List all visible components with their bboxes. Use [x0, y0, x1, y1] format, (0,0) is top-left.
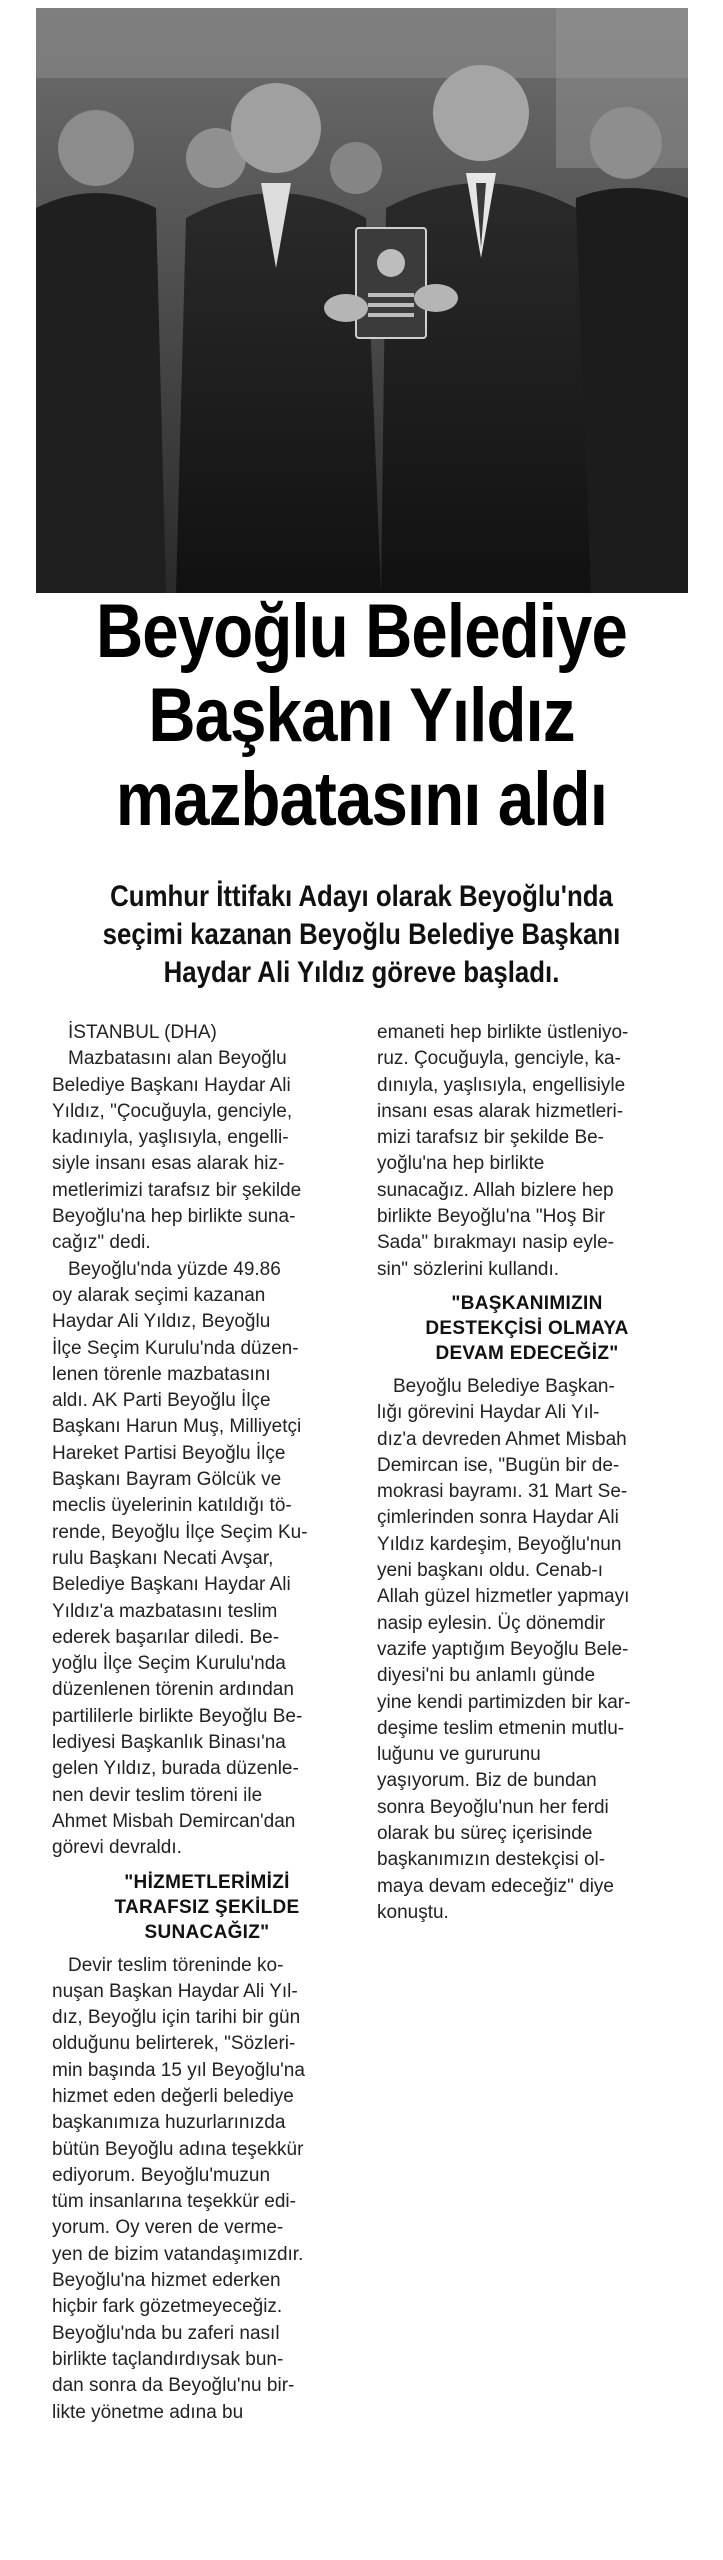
text-line: partililerle birlikte Beyoğlu Be-	[52, 1705, 303, 1727]
deck-line: Cumhur İttifakı Adayı olarak Beyoğlu'nda	[110, 880, 613, 913]
text-line: oy alarak seçimi kazanan	[52, 1284, 266, 1306]
text-line: meclis üyelerinin katıldığı tö-	[52, 1495, 292, 1517]
text-line: Beyoğlu'na hizmet ederken	[52, 2270, 281, 2292]
text-line: dız, Beyoğlu için tarihi bir gün	[52, 2007, 301, 2029]
text-line: vazife yaptığım Beyoğlu Bele-	[377, 1638, 629, 1660]
text-line: Ahmet Misbah Demircan'dan	[52, 1810, 296, 1832]
text-line: olarak bu süreç içerisinde	[377, 1823, 593, 1845]
headline	[68, 590, 655, 842]
text-line: yorum. Oy veren de verme-	[52, 2217, 284, 2239]
deck-line: Haydar Ali Yıldız göreve başladı.	[163, 956, 560, 989]
text-line: aldı. AK Parti Beyoğlu İlçe	[52, 1390, 271, 1412]
text-line: likte yönetme adına bu	[52, 2401, 244, 2423]
subheading	[377, 1291, 677, 1366]
text-line: luğunu ve gururunu	[377, 1744, 541, 1766]
text-line: konuştu.	[377, 1901, 449, 1923]
text-line: Başkanı Bayram Gölcük ve	[52, 1469, 282, 1491]
text-line: Başkanı Harun Muş, Milliyetçi	[52, 1416, 302, 1438]
text-line: yen de bizim vatandaşımızdır.	[52, 2243, 304, 2265]
text-line: Belediye Başkanı Haydar Ali	[52, 1574, 291, 1596]
subheading-line: SUNACAĞIZ"	[144, 1921, 270, 1943]
text-line: siyle insanı esas alarak hiz-	[52, 1153, 285, 1175]
paragraph	[52, 1020, 362, 1257]
subheading-line: DESTEKÇİSİ OLMAYA	[425, 1317, 629, 1339]
subheading-line: "HİZMETLERİMİZİ	[124, 1871, 290, 1893]
text-line: Haydar Ali Yıldız, Beyoğlu	[52, 1311, 271, 1333]
text-line: dınıyla, yaşlısıyla, engellisiyle	[377, 1074, 626, 1096]
text-line: Beyoğlu Belediye Başkan-	[393, 1375, 615, 1397]
paragraph	[52, 1257, 362, 1862]
text-line: lediyesi Başkanlık Binası'na	[52, 1732, 286, 1754]
text-line: Yıldız, "Çocuğuyla, genciyle,	[52, 1100, 293, 1122]
text-line: dan sonra da Beyoğlu'nu bir-	[52, 2375, 295, 2397]
text-line: Mazbatasını alan Beyoğlu	[68, 1048, 287, 1070]
text-line: nuşan Başkan Haydar Ali Yıl-	[52, 1980, 298, 2002]
text-line: Belediye Başkanı Haydar Ali	[52, 1074, 291, 1096]
headline-line: mazbatasını aldı	[115, 757, 608, 842]
text-line: cağız" dedi.	[52, 1232, 151, 1254]
text-line: nasip eylesin. Üç dönemdir	[377, 1612, 606, 1634]
text-line: Beyoğlu'na hep birlikte suna-	[52, 1206, 296, 1228]
deck-line: seçimi kazanan Beyoğlu Belediye Başkanı	[102, 918, 621, 951]
text-line: hizmet eden değerli belediye	[52, 2085, 294, 2107]
subheading-line: "BAŞKANIMIZIN	[451, 1292, 603, 1314]
text-line: başkanımızın destekçisi ol-	[377, 1849, 606, 1871]
text-line: Beyoğlu'nda bu zaferi nasıl	[52, 2322, 280, 2344]
text-line: yeni başkanı oldu. Cenab-ı	[377, 1560, 604, 1582]
headline-line: Beyoğlu Belediye	[95, 589, 628, 674]
text-line: mizi tarafsız bir şekilde Be-	[377, 1127, 605, 1149]
text-line: birlikte Beyoğlu'na "Hoş Bir	[377, 1206, 605, 1228]
text-line: Sada" bırakmayı nasip eyle-	[377, 1232, 614, 1254]
text-line: metlerimizi tarafsız bir şekilde	[52, 1179, 302, 1201]
text-line: gelen Yıldız, burada düzenle-	[52, 1758, 299, 1780]
text-line: düzenlenen törenin ardından	[52, 1679, 294, 1701]
text-line: bütün Beyoğlu adına teşekkür	[52, 2138, 304, 2160]
paragraph	[377, 1374, 677, 1926]
text-line: ederek başarılar diledi. Be-	[52, 1626, 280, 1648]
text-line: başkanımıza huzurlarınızda	[52, 2112, 286, 2134]
text-line: kadınıyla, yaşlısıyla, engelli-	[52, 1127, 289, 1149]
text-line: Devir teslim töreninde ko-	[68, 1954, 284, 1976]
text-line: Demircan ise, "Bugün bir de-	[377, 1454, 620, 1476]
text-line: sunacağız. Allah bizlere hep	[377, 1179, 614, 1201]
text-line: görevi devraldı.	[52, 1837, 182, 1859]
text-line: İSTANBUL (DHA)	[68, 1022, 217, 1043]
text-line: ruz. Çocuğuyla, genciyle, ka-	[377, 1048, 621, 1070]
text-line: deşime teslim etmenin mutlu-	[377, 1717, 625, 1739]
text-line: lığı görevini Haydar Ali Yıl-	[377, 1402, 600, 1424]
text-line: emaneti hep birlikte üstleniyo-	[377, 1022, 629, 1043]
text-line: İlçe Seçim Kurulu'nda düzen-	[52, 1337, 299, 1359]
subheading-line: DEVAM EDECEĞİZ"	[435, 1342, 619, 1364]
text-line: yoğlu'na hep birlikte	[377, 1153, 545, 1175]
text-line: Hareket Partisi Beyoğlu İlçe	[52, 1442, 286, 1464]
text-line: Beyoğlu'nda yüzde 49.86	[68, 1258, 281, 1280]
text-line: çimlerinden sonra Haydar Ali	[377, 1507, 619, 1529]
text-line: sin" sözlerini kullandı.	[377, 1258, 560, 1280]
text-line: ediyorum. Beyoğlu'muzun	[52, 2164, 271, 2186]
text-line: olduğunu belirterek, "Sözleri-	[52, 2033, 296, 2055]
text-line: sonra Beyoğlu'nun her ferdi	[377, 1796, 609, 1818]
text-line: yaşıyorum. Biz de bundan	[377, 1770, 597, 1792]
news-photo	[36, 8, 688, 593]
right-column	[377, 1020, 677, 1926]
text-line: Yıldız kardeşim, Beyoğlu'nun	[377, 1533, 622, 1555]
photo-illustration	[36, 8, 688, 593]
text-line: maya devam edeceğiz" diye	[377, 1875, 614, 1897]
text-line: Yıldız'a mazbatasını teslim	[52, 1600, 278, 1622]
text-line: lenen törenle mazbatasını	[52, 1363, 271, 1385]
subheading	[52, 1870, 362, 1945]
paragraph	[52, 1953, 362, 2426]
text-line: yoğlu İlçe Seçim Kurulu'nda	[52, 1653, 286, 1675]
headline-line: Başkanı Yıldız	[148, 673, 575, 758]
text-line: Allah güzel hizmetler yapmayı	[377, 1586, 630, 1608]
text-line: min başında 15 yıl Beyoğlu'na	[52, 2059, 305, 2081]
text-line: diyesi'ni bu anlamlı günde	[377, 1665, 596, 1687]
left-column	[52, 1020, 362, 2426]
text-line: dız'a devreden Ahmet Misbah	[377, 1428, 627, 1450]
text-line: hiçbir fark gözetmeyeceğiz.	[52, 2296, 283, 2318]
text-line: rulu Başkanı Necati Avşar,	[52, 1547, 274, 1569]
text-line: rende, Beyoğlu İlçe Seçim Ku-	[52, 1521, 308, 1543]
subheading-line: TARAFSIZ ŞEKİLDE	[114, 1896, 300, 1918]
paragraph	[377, 1020, 677, 1283]
text-line: tüm insanlarına teşekkür edi-	[52, 2191, 296, 2213]
text-line: mokrasi bayramı. 31 Mart Se-	[377, 1481, 628, 1503]
text-line: insanı esas alarak hizmetleri-	[377, 1100, 624, 1122]
deck	[85, 878, 638, 992]
text-line: nen devir teslim töreni ile	[52, 1784, 263, 1806]
text-line: birlikte taçlandırdıysak bun-	[52, 2348, 284, 2370]
text-line: yine kendi partimizden bir kar-	[377, 1691, 631, 1713]
